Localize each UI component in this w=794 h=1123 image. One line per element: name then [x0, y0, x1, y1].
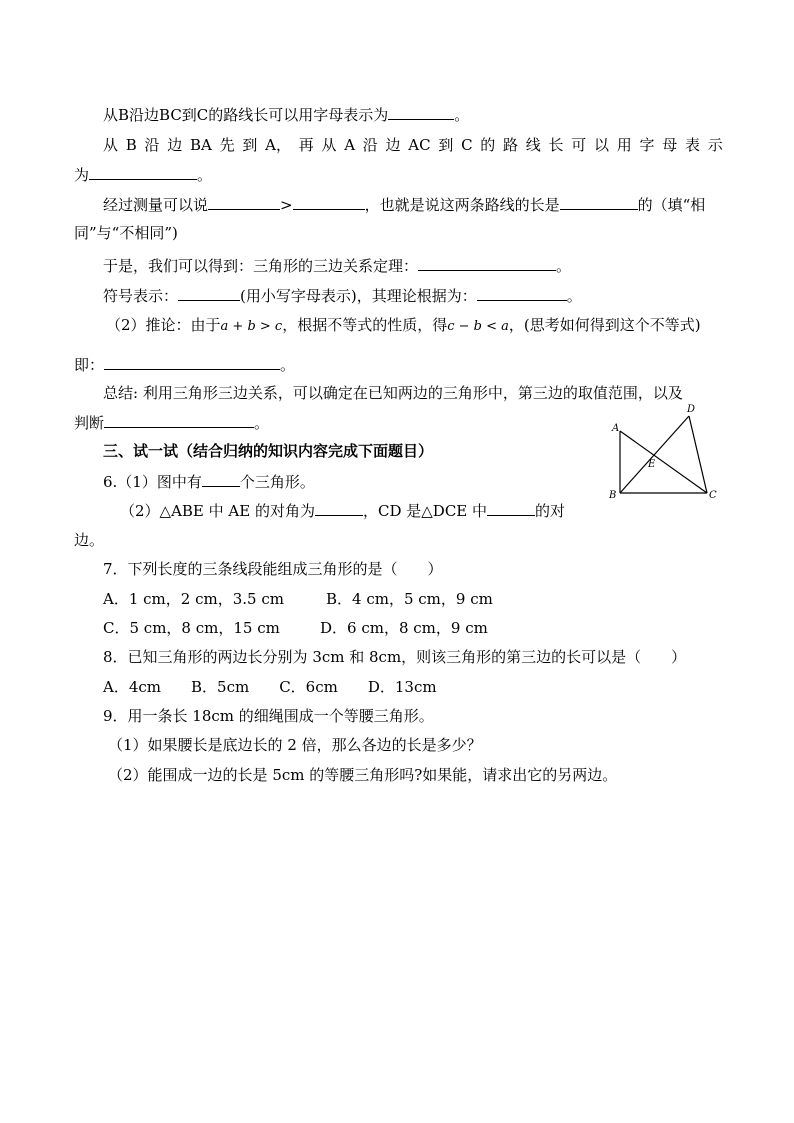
segment-ac	[620, 431, 707, 493]
question-7-option-d: D．6 cm，8 cm，9 cm	[320, 619, 488, 637]
segment-bd	[620, 416, 689, 493]
answer-blank[interactable]	[104, 412, 254, 428]
char: 再	[298, 136, 314, 154]
char: 以	[594, 136, 610, 154]
question-7-option-b: B．4 cm，5 cm，9 cm	[326, 590, 493, 608]
question-9-stem: 9．用一条长 18cm 的细绳围成一个等腰三角形。	[103, 707, 434, 725]
question-9-sub2: （2）能围成一边的长是 5cm 的等腰三角形吗?如果能，请求出它的另两边。	[108, 766, 618, 784]
char: 字	[639, 136, 655, 154]
question-7-option-c: C．5 cm，8 cm，15 cm	[103, 619, 280, 637]
char: AC	[408, 136, 431, 154]
char: 边	[385, 136, 401, 154]
char: 先	[219, 136, 235, 154]
label-c: C	[709, 490, 717, 501]
answer-blank[interactable]	[477, 285, 567, 301]
answer-blank[interactable]	[208, 194, 280, 210]
question-7-stem: 7．下列长度的三条线段能组成三角形的是（ ）	[103, 560, 443, 578]
answer-blank[interactable]	[388, 104, 454, 120]
char: B	[125, 136, 137, 154]
line-ba-ac-route-end: 为 。	[74, 166, 213, 184]
char: 用	[616, 136, 632, 154]
char: 路	[503, 136, 519, 154]
question-9-sub1: （1）如果腰长是底边长的 2 倍，那么各边的长是多少？	[108, 736, 482, 754]
question-8-stem: 8．已知三角形的两边长分别为 3cm 和 8cm，则该三角形的第三边的长可以是（ ）	[103, 648, 687, 666]
char: 沿	[362, 136, 378, 154]
char: 的	[480, 136, 496, 154]
math-expression: c − b < a	[447, 319, 509, 334]
char: 沿	[144, 136, 160, 154]
char: 到	[438, 136, 454, 154]
answer-blank[interactable]	[487, 500, 535, 516]
answer-blank[interactable]	[104, 354, 280, 370]
label-a: A	[612, 423, 620, 434]
text: 从B沿边BC到C的路线长可以用字母表示为	[103, 106, 389, 124]
answer-blank[interactable]	[178, 285, 240, 301]
line-summary: 总结: 利用三角形三边关系，可以确定在已知两边的三角形中，第三边的取值范围，以及	[103, 384, 683, 402]
answer-blank[interactable]	[89, 164, 197, 180]
line-ba-ac-route	[103, 135, 723, 155]
char: 从	[103, 136, 119, 154]
label-d: D	[687, 404, 696, 415]
question-8-options: A．4cm B．5cm C．6cm D．13cm	[103, 678, 437, 696]
question-6-part3: 边。	[74, 531, 105, 549]
char: 表	[685, 136, 701, 154]
answer-blank[interactable]	[418, 255, 556, 271]
char: 线	[525, 136, 541, 154]
char: BA	[190, 136, 212, 154]
question-7-option-a: A．1 cm，2 cm，3.5 cm	[103, 590, 284, 608]
answer-blank[interactable]	[202, 471, 240, 487]
char: 母	[662, 136, 678, 154]
line-judge: 判断 。	[74, 414, 270, 432]
label-b: B	[609, 490, 617, 501]
char: 边	[167, 136, 183, 154]
char: 长	[548, 136, 564, 154]
math-expression: a + b > c	[220, 319, 283, 334]
line-bc-route: 从B沿边BC到C的路线长可以用字母表示为 。	[103, 106, 470, 124]
line-measure: 经过测量可以说 > ，也就是说这两条路线的长是 的（填“相	[103, 196, 706, 214]
char: 从	[321, 136, 337, 154]
char: A，	[265, 136, 291, 154]
line-corollary: （2）推论：由于a + b > c，根据不等式的性质，得c − b < a，(思考如何得到这个不等式)	[106, 316, 701, 334]
section-title: 三、试一试（结合归纳的知识内容完成下面题目）	[103, 442, 434, 460]
line-fill-hint: 同”与“不相同”)	[74, 224, 178, 242]
question-6-part2: （2）△ABE 中 AE 的对角为 ，CD 是△DCE 中 的对	[120, 502, 566, 520]
char: A	[344, 136, 356, 154]
char: C	[461, 136, 473, 154]
line-ie: 即： 。	[74, 356, 296, 374]
answer-blank[interactable]	[560, 194, 638, 210]
triangle-figure	[602, 400, 726, 504]
line-symbol: 符号表示： (用小写字母表示)，其理论根据为： 。	[103, 287, 582, 305]
char: 到	[242, 136, 258, 154]
line-theorem: 于是，我们可以得到：三角形的三边关系定理： 。	[103, 257, 572, 275]
char: 可	[571, 136, 587, 154]
question-6-part1: 6.（1）图中有 个三角形。	[103, 473, 315, 491]
char: 示	[707, 136, 723, 154]
answer-blank[interactable]	[315, 500, 363, 516]
label-e: E	[648, 459, 656, 470]
answer-blank[interactable]	[293, 194, 365, 210]
